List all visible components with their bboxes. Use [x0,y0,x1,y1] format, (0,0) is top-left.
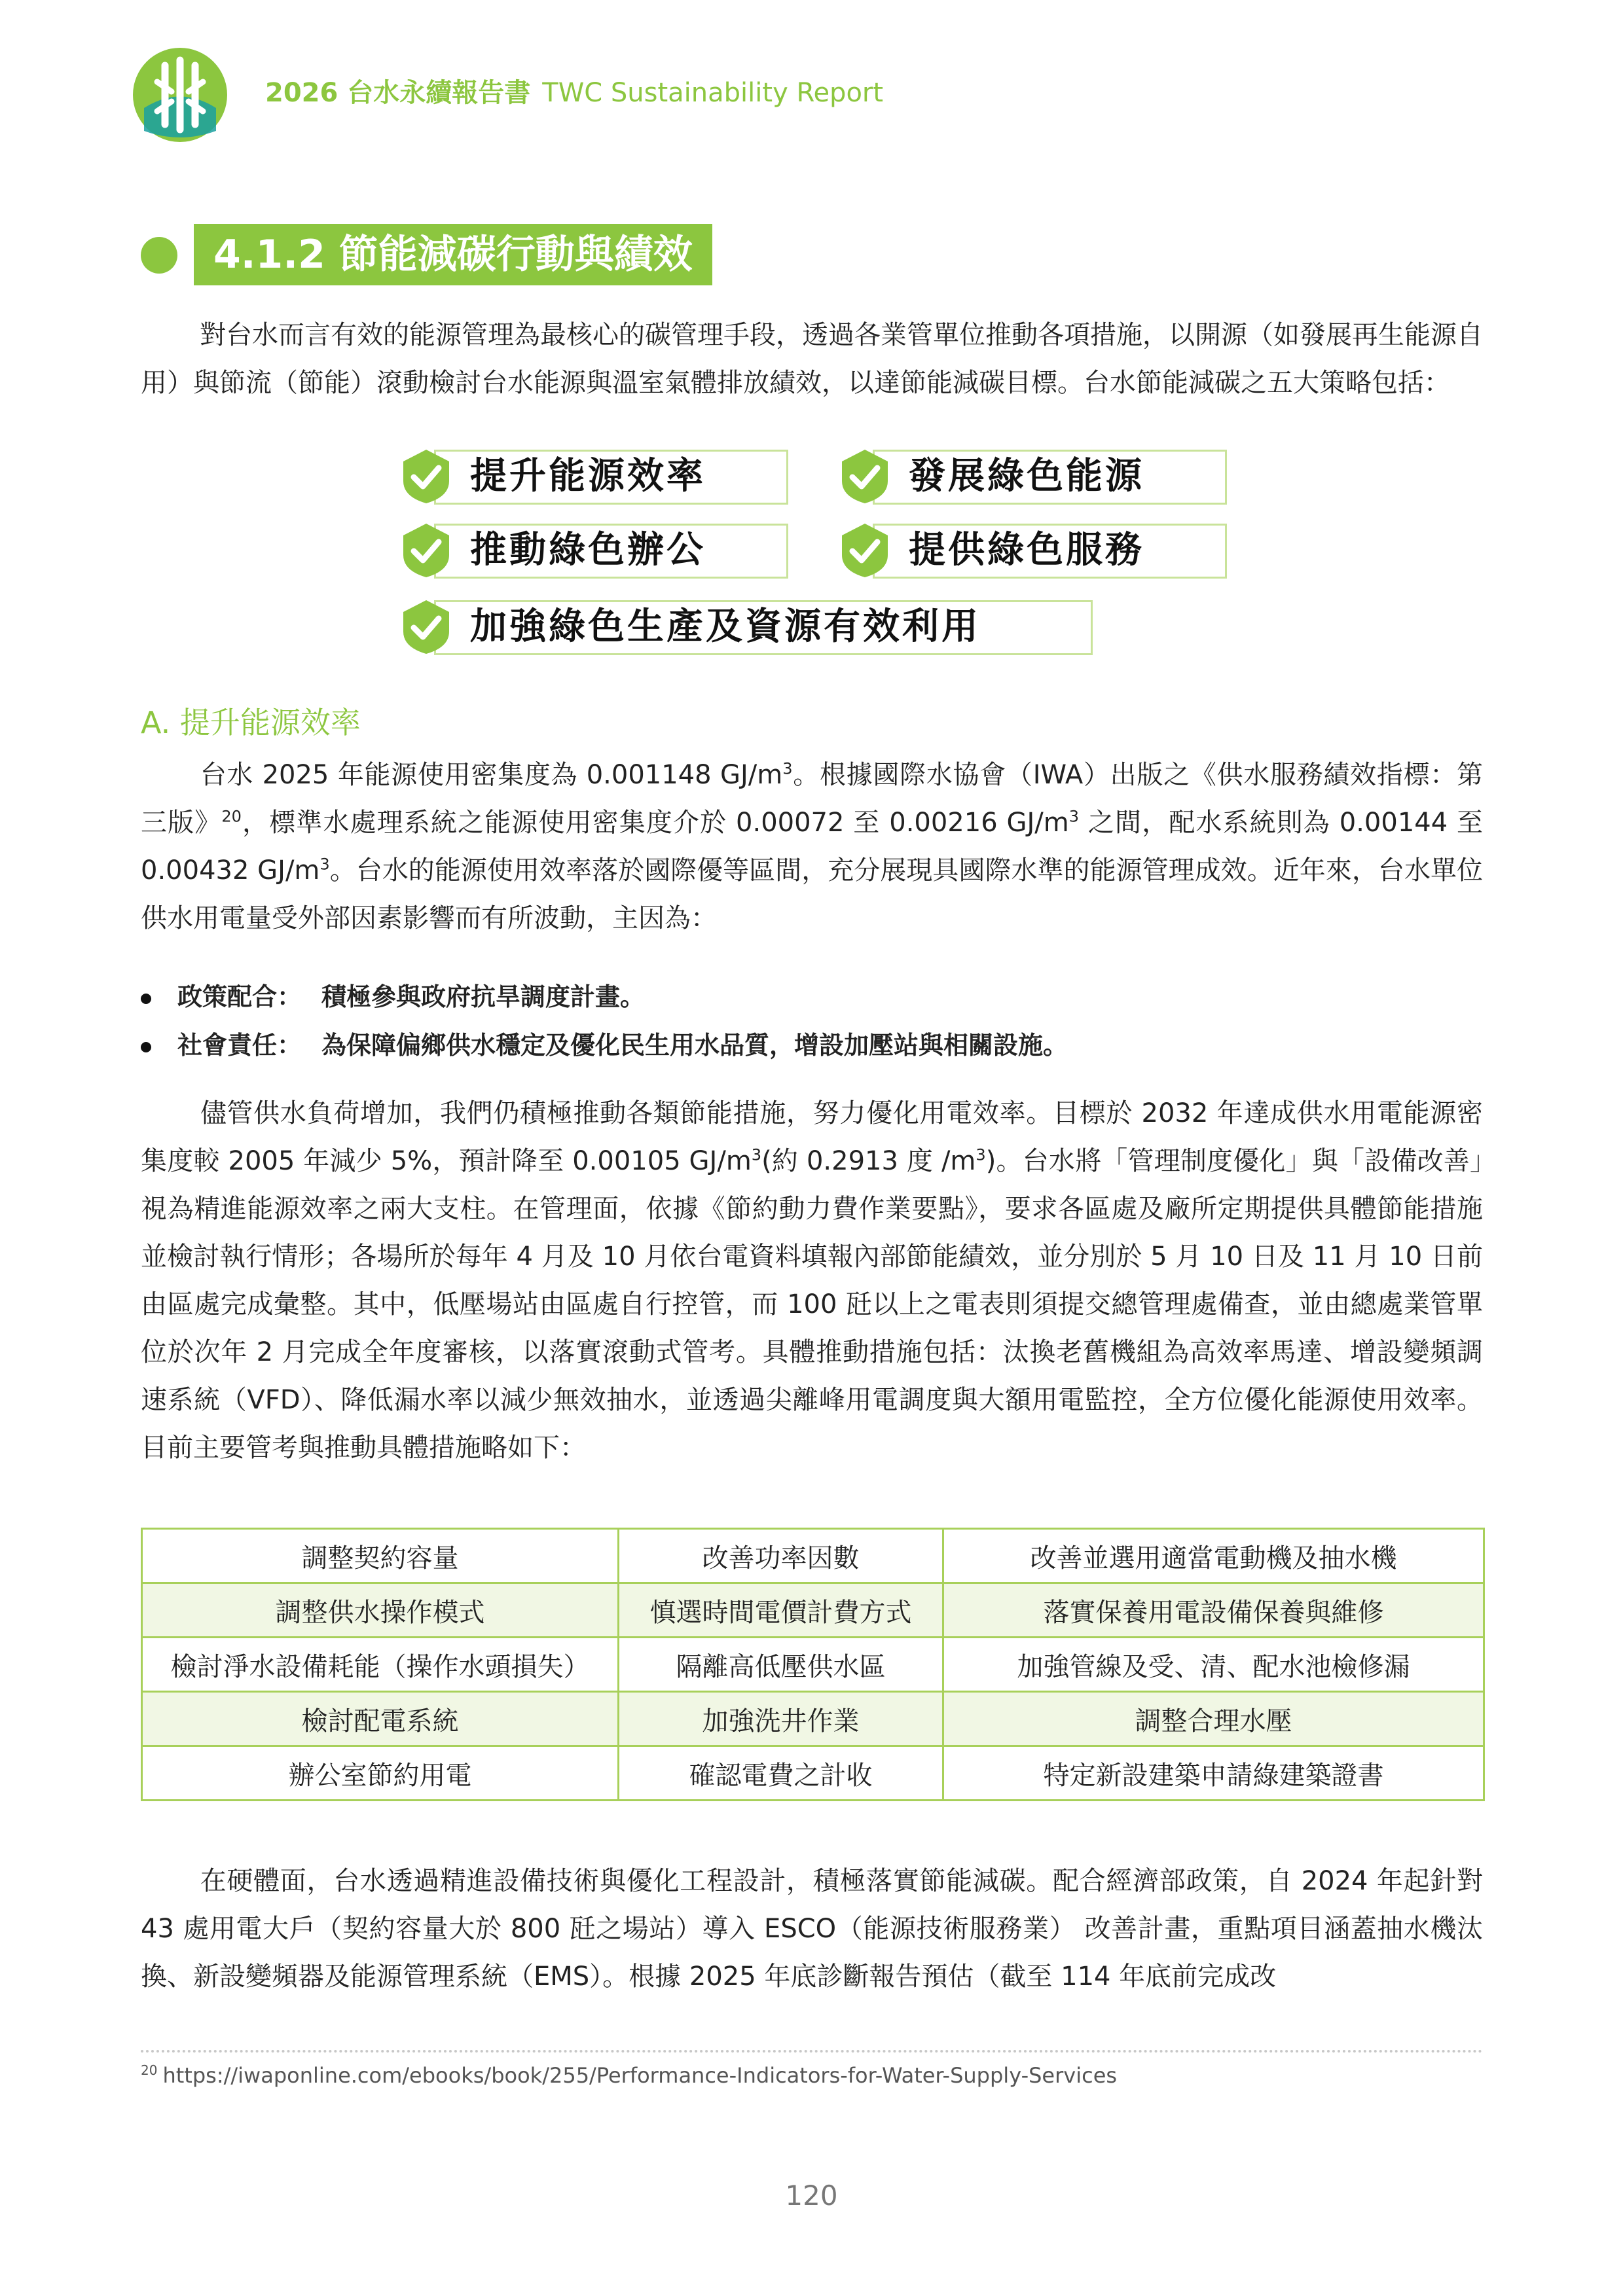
check-shield-icon [398,599,454,655]
check-shield-icon [398,522,454,579]
footnote [141,2063,1117,2088]
superscript-3: 3 [319,855,330,874]
p2-text-a: 儘管供水負荷增加，我們仍積極推動各類節能措施，努力優化用電效率。目標於 2032 年達成供水用電能源密集度較 2005 年減少 5%，預計降至 0.00105 GJ/m [141,1098,1483,1176]
strategy-badge-3 [398,524,784,577]
strategy-label: 推動綠色辦公 [470,529,706,571]
hardware-paragraph [141,1857,1483,2001]
report-title-en: TWC Sustainability Report [542,78,884,108]
page-number: 120 [785,2179,838,2212]
table-cell: 確認電費之計收 [619,1746,943,1801]
superscript-3: 3 [751,1145,762,1164]
strategy-badge-4 [837,524,1223,577]
p1-text-c: ，標準水處理系統之能源使用密集度介於 0.00072 至 0.00216 GJ/m [241,808,1069,838]
footnote-link[interactable]: https://iwaponline.com/ebooks/book/255/Performance-Indicators-for-Water-Supply-Services [162,2063,1118,2088]
table-cell: 隔離高低壓供水區 [619,1638,943,1692]
table-cell: 落實保養用電設備保養與維修 [943,1583,1484,1638]
bullet-item [141,977,645,1013]
footnote-divider [141,2050,1483,2053]
footnote-ref[interactable]: 20 [221,807,242,826]
p2-text-c: )。台水將「管理制度優化」與「設備改善」視為精進能源效率之兩大支柱。在管理面，依據《節約動力費作業要點》，要求各區處及廠所定期提供具體節能措施並檢討執行情形；各場所於每年 4 月及 10 月依台電資料填報內部節能績效，並分別於 5 月 10 日及 11 月 10 日前由區處完成彙整。其中，低壓場站由區處自行控管，而 100 瓩以上之電表則須提交總管理處備查，並由總處業管單位於次年 2 月完成全年度審核，以落實滾動式管考。具體推動措施包括：汰換老舊機組為高效率馬達、增設變頻調速系統（VFD）、降低漏水率以減少無效抽水，並透過尖離峰用電調度與大額用電監控，全方位優化能源使用效率。目前主要管考與推動具體措施略如下： [141,1146,1483,1463]
table-cell: 慎選時間電價計費方式 [619,1583,943,1638]
measures-table [141,1528,1485,1801]
p3-text: 在硬體面，台水透過精進設備技術與優化工程設計，積極落實節能減碳。配合經濟部政策，自 2024 年起針對 43 處用電大戶（契約容量大於 800 瓩之場站）導入 ESCO（能源技術服務業） 改善計畫，重點項目涵蓋抽水機汰換、新設變頻器及能源管理系統（EMS）。根據 2025 年底診斷報告預估（截至 114 年底前完成改 [141,1866,1483,1992]
table-cell: 加強管線及受、清、配水池檢修漏 [943,1638,1484,1692]
table-row [142,1638,1484,1692]
strategy-label: 發展綠色能源 [909,455,1144,497]
table-cell: 調整供水操作模式 [142,1583,619,1638]
report-title-zh: 2026 台水永續報告書 [265,78,531,108]
section-title: 4.1.2 節能減碳行動與績效 [194,224,712,285]
bullet-key: 社會責任： [177,1031,302,1060]
bullet-item [141,1025,1068,1061]
bullet-dot [141,994,151,1004]
p2-text-b: (約 0.2913 度 /m [761,1146,976,1176]
table-row [142,1692,1484,1746]
bullet-key: 政策配合： [177,982,302,1011]
table-cell: 檢討配電系統 [142,1692,619,1746]
intro-paragraph [141,312,1483,407]
p1-text-d: 之間，配水系統則為 0.00144 至 0.00432 GJ/m [141,808,1484,886]
p1-text-b: 。根據國際水協會（IWA）出版之《供水服務績效指標：第三版》 [141,760,1484,838]
table-row [142,1529,1484,1583]
bullet-text: 為保障偏鄉供水穩定及優化民生用水品質，增設加壓站與相關設施。 [321,1031,1068,1060]
table-cell: 特定新設建築申請綠建築證書 [943,1746,1484,1801]
p1-text-e: 。台水的能源使用效率落於國際優等區間，充分展現具國際水準的能源管理成效。近年來，台水單位供水用電量受外部因素影響而有所波動，主因為： [141,855,1483,933]
table-cell: 改善並選用適當電動機及抽水機 [943,1529,1484,1583]
section-bullet-dot [141,237,177,274]
superscript-3: 3 [1068,807,1080,826]
strategy-label: 提供綠色服務 [909,529,1144,571]
check-shield-icon [837,448,893,505]
footnote-number: 20 [141,2062,158,2079]
strategy-label: 加強綠色生產及資源有效利用 [470,605,981,648]
table-cell: 調整合理水壓 [943,1692,1484,1746]
table-row [142,1583,1484,1638]
table-row [142,1746,1484,1801]
energy-intensity-paragraph [141,751,1483,942]
bullet-dot [141,1042,151,1052]
table-cell: 加強洗井作業 [619,1692,943,1746]
intro-text: 對台水而言有效的能源管理為最核心的碳管理手段，透過各業管單位推動各項措施，以開源（如發展再生能源自用）與節流（節能）滾動檢討台水能源與溫室氣體排放績效，以達節能減碳目標。台水節能減碳之五大策略包括： [141,320,1483,398]
table-cell: 改善功率因數 [619,1529,943,1583]
p1-text-a: 台水 2025 年能源使用密集度為 0.001148 GJ/m [200,760,783,790]
table-cell: 檢討淨水設備耗能（操作水頭損失） [142,1638,619,1692]
report-header-title [265,72,883,109]
strategy-badge-5 [398,600,1089,654]
strategy-badge-2 [837,450,1223,503]
bullet-text: 積極參與政府抗旱調度計畫。 [321,982,646,1011]
twc-logo [131,46,229,144]
strategy-label: 提升能源效率 [470,455,706,497]
strategy-badge-1 [398,450,784,503]
energy-measures-paragraph [141,1090,1483,1472]
check-shield-icon [398,448,454,505]
table-cell: 辦公室節約用電 [142,1746,619,1801]
table-cell: 調整契約容量 [142,1529,619,1583]
check-shield-icon [837,522,893,579]
superscript-3: 3 [976,1145,986,1164]
subsection-title: A. 提升能源效率 [141,705,361,740]
superscript-3: 3 [782,759,793,778]
